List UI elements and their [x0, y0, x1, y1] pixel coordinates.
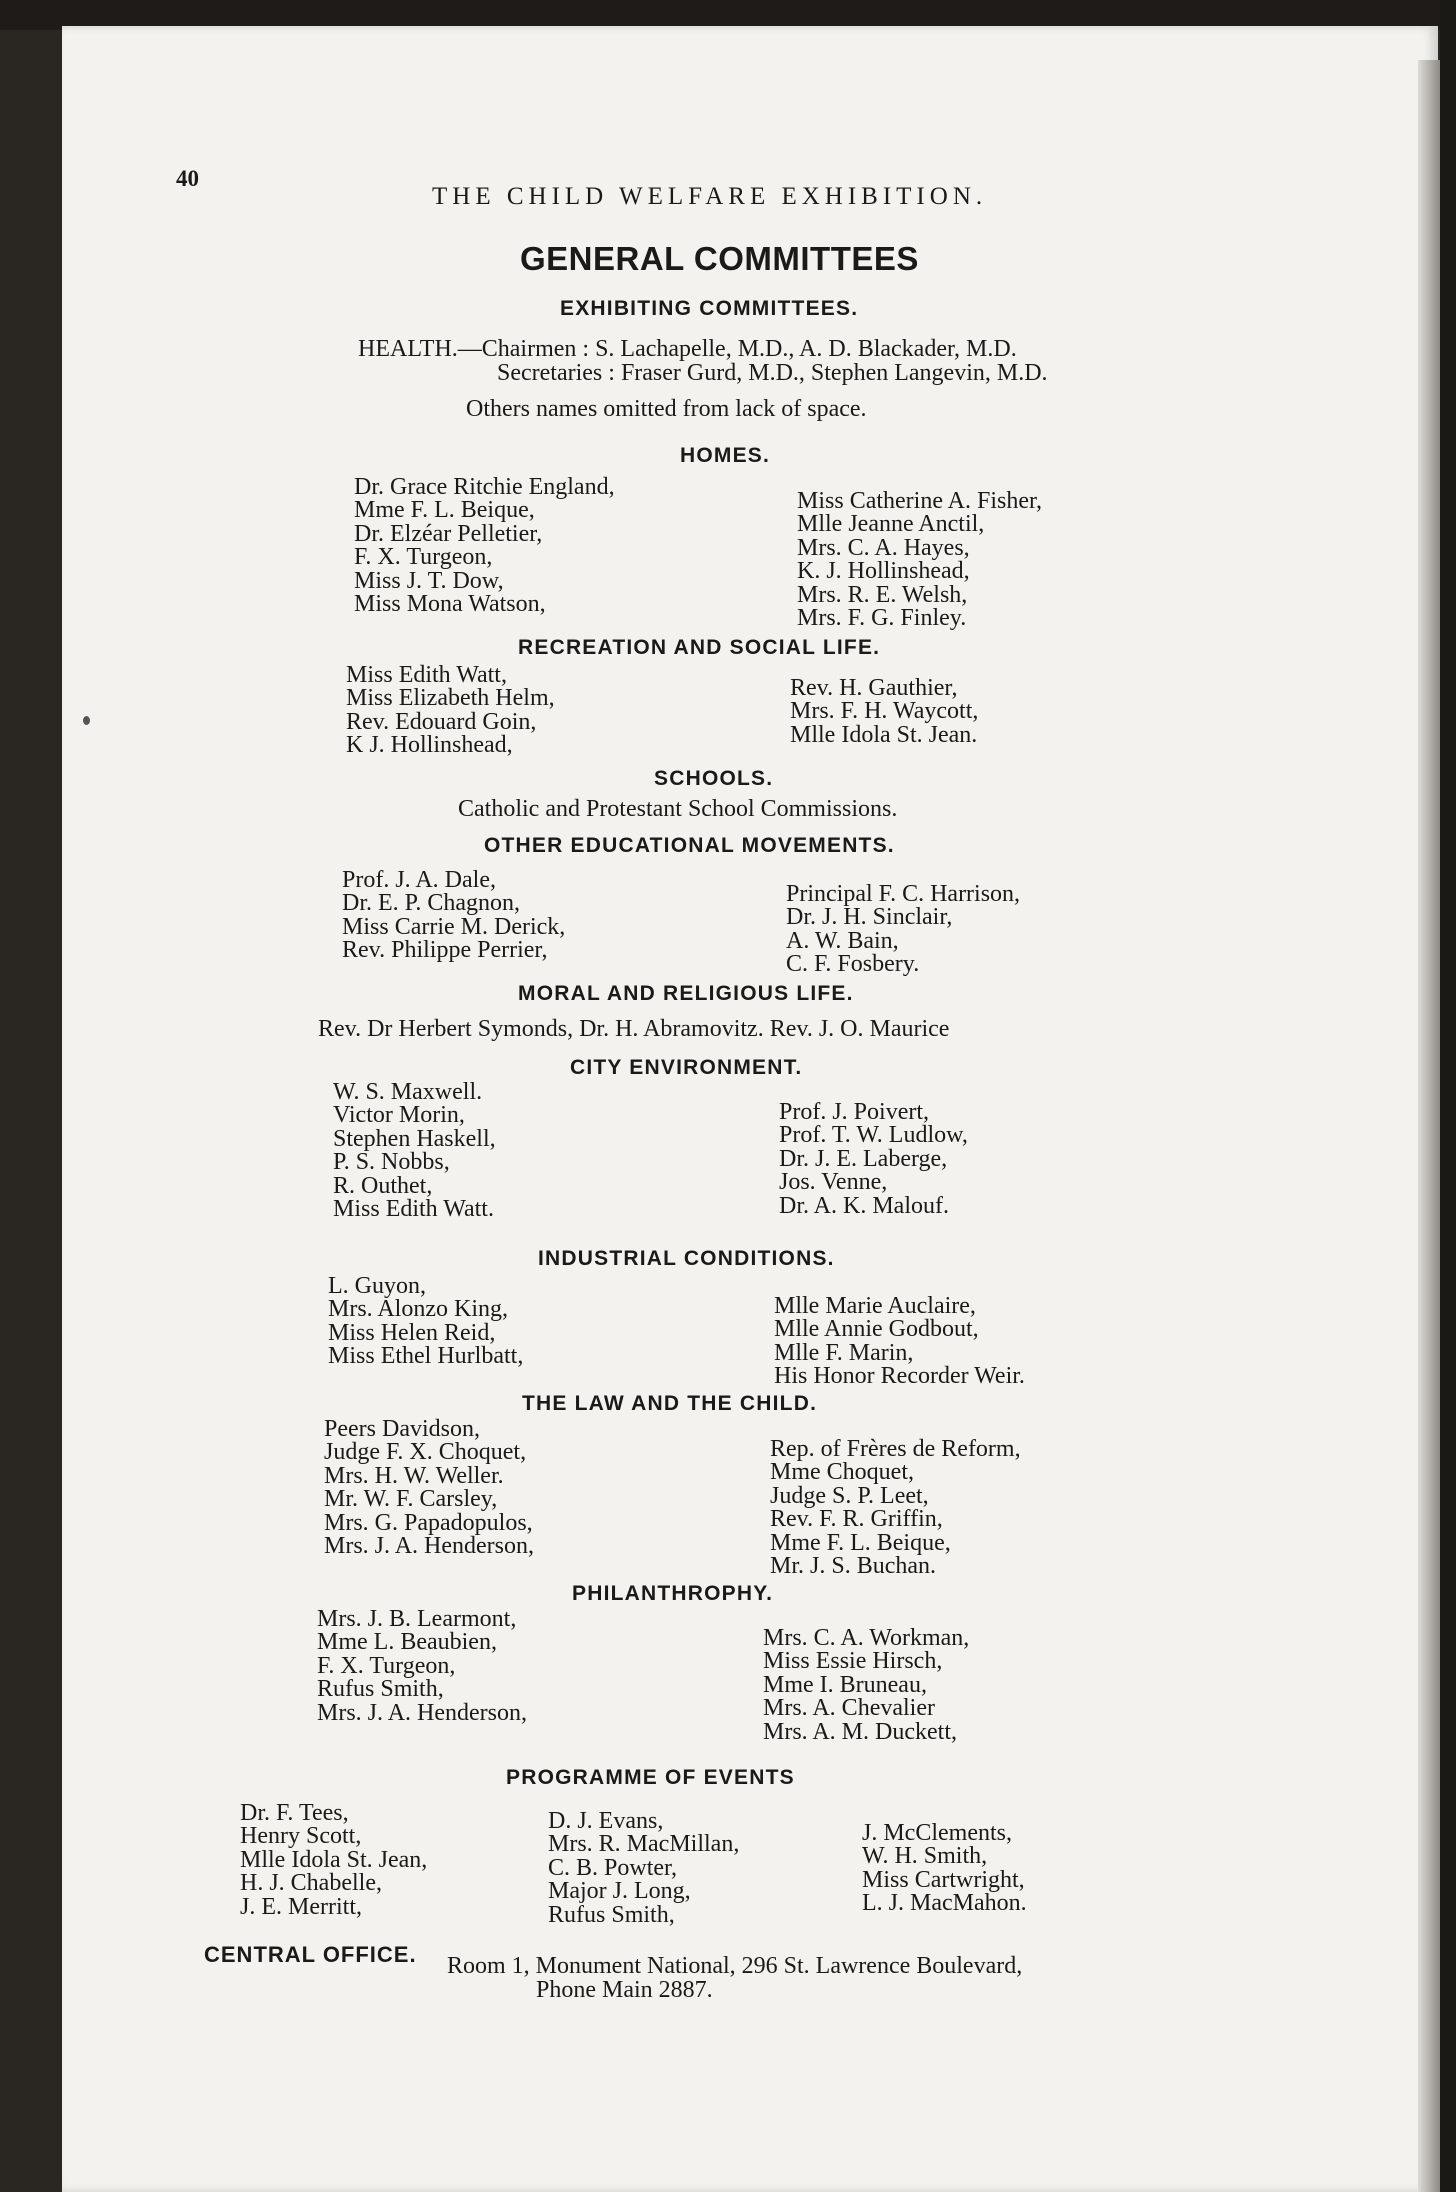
industrial-heading: INDUSTRIAL CONDITIONS.	[538, 1247, 835, 1270]
list-item: Mrs. C. A. Hayes,	[797, 534, 970, 561]
central-office-label: CENTRAL OFFICE.	[204, 1942, 417, 1967]
list-item: Miss Elizabeth Helm,	[346, 685, 555, 712]
list-item: Judge S. P. Leet,	[770, 1482, 929, 1509]
law-left-list	[324, 1418, 534, 1558]
list-item: Mlle Idola St. Jean.	[790, 721, 978, 748]
list-item: J. E. Merritt,	[240, 1893, 362, 1920]
health-chairmen: HEALTH.—Chairmen : S. Lachapelle, M.D., A. D. Blackader, M.D.	[358, 336, 1017, 362]
list-item: Rev. F. R. Griffin,	[770, 1506, 943, 1533]
list-item: Dr. J. H. Sinclair,	[786, 904, 953, 931]
list-item: Victor Morin,	[333, 1102, 465, 1129]
list-item: A. W. Bain,	[786, 927, 899, 954]
list-item: Prof. J. Poivert,	[779, 1099, 929, 1125]
recreation-left-list	[346, 664, 555, 758]
health-secretaries: Secretaries : Fraser Gurd, M.D., Stephen Langevin, M.D.	[497, 360, 1048, 386]
list-item: Prof. T. W. Ludlow,	[779, 1122, 968, 1149]
list-item: R. Outhet,	[333, 1172, 433, 1199]
list-item: Miss J. T. Dow,	[354, 567, 504, 594]
list-item: Mrs. H. W. Weller.	[324, 1462, 504, 1489]
list-item: K. J. Hollinshead,	[797, 558, 970, 585]
list-item: Mrs. A. M. Duckett,	[763, 1718, 957, 1745]
list-item: Prof. J. A. Dale,	[342, 867, 496, 893]
page-title: GENERAL COMMITTEES	[520, 240, 919, 277]
running-head: THE CHILD WELFARE EXHIBITION.	[432, 183, 988, 210]
law-right-list	[770, 1438, 1021, 1578]
page-gutter-shadow	[1418, 60, 1440, 2192]
list-item: F. X. Turgeon,	[317, 1652, 456, 1679]
list-item: Mlle Marie Auclaire,	[774, 1293, 976, 1319]
list-item: Rep. of Frères de Reform,	[770, 1436, 1021, 1462]
moral-heading: MORAL AND RELIGIOUS LIFE.	[518, 982, 854, 1005]
homes-heading: HOMES.	[680, 444, 771, 467]
city-right-list	[779, 1101, 968, 1218]
list-item: Mrs. J. B. Learmont,	[317, 1606, 517, 1632]
list-item: Miss Ethel Hurlbatt,	[328, 1343, 524, 1370]
list-item: Mr. J. S. Buchan.	[770, 1552, 937, 1579]
list-item: C. F. Fosbery.	[786, 951, 920, 978]
list-item: Mlle Annie Godbout,	[774, 1316, 979, 1343]
moral-text: Rev. Dr Herbert Symonds, Dr. H. Abramovitz. Rev. J. O. Maurice	[318, 1016, 950, 1042]
list-item: Mrs. G. Papadopulos,	[324, 1509, 533, 1536]
list-item: Mrs. A. Chevalier	[763, 1695, 935, 1722]
list-item: W. S. Maxwell.	[333, 1079, 483, 1105]
list-item: F. X. Turgeon,	[354, 544, 493, 571]
schools-text: Catholic and Protestant School Commissions.	[458, 796, 898, 822]
list-item: Miss Carrie M. Derick,	[342, 913, 566, 940]
list-item: Mlle Jeanne Anctil,	[797, 511, 985, 538]
list-item: Judge F. X. Choquet,	[324, 1439, 527, 1466]
programme-col2-list	[548, 1810, 739, 1927]
list-item: Miss Helen Reid,	[328, 1319, 496, 1346]
list-item: Mrs. F. G. Finley.	[797, 604, 967, 631]
list-item: K J. Hollinshead,	[346, 732, 513, 759]
list-item: Mme I. Bruneau,	[763, 1671, 927, 1698]
scan-right-edge	[1440, 0, 1456, 2192]
list-item: Rev. Edouard Goin,	[346, 708, 537, 735]
industrial-right-list	[774, 1295, 1025, 1389]
list-item: Dr. Grace Ritchie England,	[354, 474, 615, 500]
list-item: Dr. A. K. Malouf.	[779, 1192, 949, 1219]
list-item: Miss Cartwright,	[862, 1866, 1025, 1893]
list-item: Jos. Venne,	[779, 1169, 888, 1196]
ink-speck	[83, 716, 90, 725]
list-item: Miss Edith Watt,	[346, 662, 507, 688]
list-item: D. J. Evans,	[548, 1808, 664, 1834]
other-educational-right-list	[786, 883, 1020, 977]
list-item: His Honor Recorder Weir.	[774, 1363, 1025, 1390]
list-item: Stephen Haskell,	[333, 1125, 496, 1152]
list-item: Mme Choquet,	[770, 1459, 914, 1486]
central-office-phone: Phone Main 2887.	[536, 1977, 713, 2003]
list-item: H. J. Chabelle,	[240, 1870, 382, 1897]
city-left-list	[333, 1081, 496, 1221]
other-educational-heading: OTHER EDUCATIONAL MOVEMENTS.	[484, 834, 895, 857]
list-item: Miss Edith Watt.	[333, 1195, 494, 1222]
list-item: Mrs. J. A. Henderson,	[317, 1699, 527, 1726]
list-item: Rufus Smith,	[548, 1901, 675, 1928]
programme-col1-list	[240, 1802, 427, 1919]
list-item: Mrs. Alonzo King,	[328, 1296, 508, 1323]
exhibiting-committees-heading: EXHIBITING COMMITTEES.	[560, 297, 859, 320]
list-item: Henry Scott,	[240, 1823, 362, 1850]
list-item: Dr. F. Tees,	[240, 1800, 349, 1826]
list-item: C. B. Powter,	[548, 1854, 678, 1881]
central-office-address: Room 1, Monument National, 296 St. Lawrence Boulevard,	[447, 1953, 1023, 1979]
list-item: Mme L. Beaubien,	[317, 1629, 497, 1656]
list-item: Mlle F. Marin,	[774, 1339, 914, 1366]
programme-heading: PROGRAMME OF EVENTS	[506, 1766, 795, 1789]
list-item: Mr. W. F. Carsley,	[324, 1486, 498, 1513]
list-item: Miss Mona Watson,	[354, 590, 546, 617]
list-item: Peers Davidson,	[324, 1416, 480, 1442]
list-item: Mrs. C. A. Workman,	[763, 1625, 970, 1651]
list-item: Mlle Idola St. Jean,	[240, 1846, 428, 1873]
homes-left-list	[354, 476, 615, 616]
philanthropy-heading: PHILANTHROPHY.	[572, 1582, 774, 1605]
list-item: L. J. MacMahon.	[862, 1890, 1027, 1917]
recreation-heading: RECREATION AND SOCIAL LIFE.	[518, 636, 881, 659]
list-item: Miss Essie Hirsch,	[763, 1648, 943, 1675]
list-item: Major J. Long,	[548, 1878, 691, 1905]
list-item: Mrs. J. A. Henderson,	[324, 1532, 534, 1559]
list-item: Dr. J. E. Laberge,	[779, 1145, 948, 1172]
programme-col3-list	[862, 1822, 1027, 1916]
list-item: Miss Catherine A. Fisher,	[797, 488, 1043, 514]
list-item: J. McClements,	[862, 1820, 1012, 1846]
list-item: Mme F. L. Beique,	[354, 497, 535, 524]
list-item: W. H. Smith,	[862, 1843, 988, 1870]
list-item: Mme F. L. Beique,	[770, 1529, 951, 1556]
philanthropy-left-list	[317, 1608, 527, 1725]
recreation-right-list	[790, 677, 978, 747]
list-item: Mrs. R. MacMillan,	[548, 1831, 740, 1858]
industrial-left-list	[328, 1275, 523, 1369]
list-item: P. S. Nobbs,	[333, 1149, 450, 1176]
homes-right-list	[797, 490, 1042, 630]
page-number: 40	[176, 166, 199, 191]
law-heading: THE LAW AND THE CHILD.	[522, 1392, 818, 1415]
other-educational-left-list	[342, 869, 565, 963]
list-item: Rev. H. Gauthier,	[790, 675, 958, 701]
list-item: L. Guyon,	[328, 1273, 426, 1299]
schools-heading: SCHOOLS.	[654, 767, 774, 790]
philanthropy-right-list	[763, 1627, 969, 1744]
list-item: Mrs. F. H. Waycott,	[790, 698, 979, 725]
list-item: Rufus Smith,	[317, 1676, 444, 1703]
health-note: Others names omitted from lack of space.	[466, 396, 867, 422]
list-item: Dr. Elzéar Pelletier,	[354, 520, 543, 547]
list-item: Rev. Philippe Perrier,	[342, 937, 548, 964]
list-item: Mrs. R. E. Welsh,	[797, 581, 968, 608]
list-item: Dr. E. P. Chagnon,	[342, 890, 521, 917]
city-environment-heading: CITY ENVIRONMENT.	[570, 1056, 803, 1079]
list-item: Principal F. C. Harrison,	[786, 881, 1021, 907]
